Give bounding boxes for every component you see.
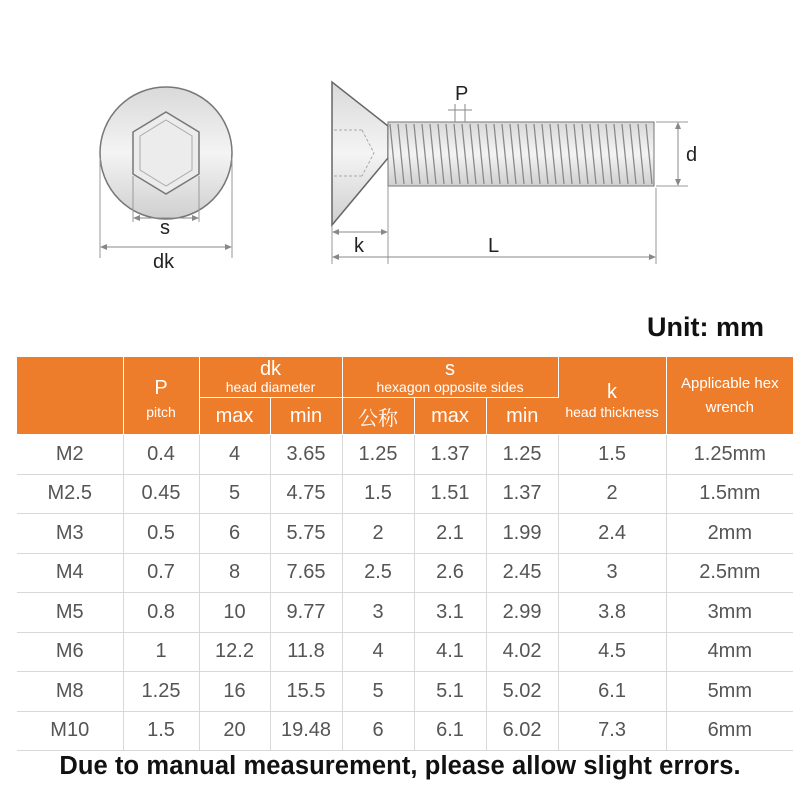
- table-cell: 9.77: [270, 593, 342, 633]
- table-cell: 5: [199, 474, 270, 514]
- label-s: s: [160, 217, 170, 239]
- table-cell: 4.02: [486, 632, 558, 672]
- table-cell: 0.5: [123, 514, 199, 554]
- table-row: [17, 593, 793, 633]
- header-pitch: P pitch: [123, 357, 199, 435]
- label-p: P: [455, 83, 469, 105]
- table-cell: 6.1: [558, 672, 666, 712]
- table-cell: 5: [342, 672, 414, 712]
- table-cell: 19.48: [270, 711, 342, 751]
- table-cell: 1.99: [486, 514, 558, 554]
- countersunk-head: [332, 82, 388, 225]
- table-cell: 1.37: [414, 435, 486, 475]
- table-cell: M2: [17, 435, 123, 475]
- table-cell: 15.5: [270, 672, 342, 712]
- table-cell: 2: [342, 514, 414, 554]
- table-cell: 2.4: [558, 514, 666, 554]
- table-cell: 5.02: [486, 672, 558, 712]
- table-cell: 4.5: [558, 632, 666, 672]
- table-cell: M2.5: [17, 474, 123, 514]
- header-size: [17, 357, 123, 435]
- table-cell: 4.1: [414, 632, 486, 672]
- header-hexagon-sides: s hexagon opposite sides: [342, 357, 558, 398]
- table-cell: 6.02: [486, 711, 558, 751]
- table-cell: 1.5mm: [666, 474, 793, 514]
- table-cell: 6: [199, 514, 270, 554]
- table-cell: 3.1: [414, 593, 486, 633]
- table-cell: 2.5mm: [666, 553, 793, 593]
- label-d: d: [686, 144, 698, 166]
- header-hex-wrench: Applicable hex wrench: [666, 357, 793, 435]
- table-cell: M3: [17, 514, 123, 554]
- table-cell: 4mm: [666, 632, 793, 672]
- table-cell: 1.25: [123, 672, 199, 712]
- header-head-thickness: k head thickness: [558, 357, 666, 435]
- table-cell: 2.99: [486, 593, 558, 633]
- table-row: [17, 553, 793, 593]
- table-cell: M5: [17, 593, 123, 633]
- header-dk-max: max: [199, 398, 270, 435]
- table-cell: 0.8: [123, 593, 199, 633]
- table-cell: 5mm: [666, 672, 793, 712]
- spec-table-body: [17, 435, 793, 751]
- table-row: [17, 672, 793, 712]
- label-dk: dk: [153, 251, 175, 273]
- table-cell: 10: [199, 593, 270, 633]
- table-cell: 1.25mm: [666, 435, 793, 475]
- table-cell: 4.75: [270, 474, 342, 514]
- table-cell: M8: [17, 672, 123, 712]
- table-cell: 3.8: [558, 593, 666, 633]
- table-cell: 7.3: [558, 711, 666, 751]
- table-cell: 20: [199, 711, 270, 751]
- table-cell: 6.1: [414, 711, 486, 751]
- table-row: [17, 711, 793, 751]
- header-dk-min: min: [270, 398, 342, 435]
- label-l: L: [488, 235, 500, 257]
- table-cell: 2.1: [414, 514, 486, 554]
- table-cell: 8: [199, 553, 270, 593]
- table-cell: 1.51: [414, 474, 486, 514]
- side-view: [332, 82, 697, 264]
- table-cell: 0.4: [123, 435, 199, 475]
- header-s-min: min: [486, 398, 558, 435]
- table-cell: 1.37: [486, 474, 558, 514]
- table-cell: 3mm: [666, 593, 793, 633]
- table-row: [17, 514, 793, 554]
- header-head-diameter: dk head diameter: [199, 357, 342, 398]
- table-cell: M4: [17, 553, 123, 593]
- table-cell: 2.45: [486, 553, 558, 593]
- table-cell: 3: [342, 593, 414, 633]
- screw-diagram: [0, 0, 800, 300]
- table-cell: 3: [558, 553, 666, 593]
- table-cell: 4: [199, 435, 270, 475]
- table-cell: 1: [123, 632, 199, 672]
- table-cell: 6: [342, 711, 414, 751]
- table-row: [17, 435, 793, 475]
- table-cell: 6mm: [666, 711, 793, 751]
- table-cell: 2.6: [414, 553, 486, 593]
- header-s-nominal: 公称: [342, 398, 414, 435]
- table-cell: 2.5: [342, 553, 414, 593]
- table-cell: 7.65: [270, 553, 342, 593]
- measurement-note: Due to manual measurement, please allow slight errors.: [59, 752, 741, 780]
- table-cell: 4: [342, 632, 414, 672]
- unit-label: Unit: mm: [647, 312, 764, 342]
- table-cell: 1.5: [123, 711, 199, 751]
- table-cell: 2mm: [666, 514, 793, 554]
- table-cell: 2: [558, 474, 666, 514]
- header-s-max: max: [414, 398, 486, 435]
- table-cell: 16: [199, 672, 270, 712]
- table-cell: 5.1: [414, 672, 486, 712]
- spec-table: [17, 357, 793, 751]
- table-cell: 3.65: [270, 435, 342, 475]
- table-cell: 5.75: [270, 514, 342, 554]
- table-cell: 11.8: [270, 632, 342, 672]
- table-row: [17, 632, 793, 672]
- top-view: [100, 87, 232, 273]
- table-cell: M10: [17, 711, 123, 751]
- table-cell: 0.7: [123, 553, 199, 593]
- table-cell: 0.45: [123, 474, 199, 514]
- label-k: k: [354, 235, 364, 257]
- table-cell: 1.5: [342, 474, 414, 514]
- table-cell: 1.25: [342, 435, 414, 475]
- table-row: [17, 474, 793, 514]
- table-cell: 1.5: [558, 435, 666, 475]
- table-cell: 12.2: [199, 632, 270, 672]
- table-cell: M6: [17, 632, 123, 672]
- table-cell: 1.25: [486, 435, 558, 475]
